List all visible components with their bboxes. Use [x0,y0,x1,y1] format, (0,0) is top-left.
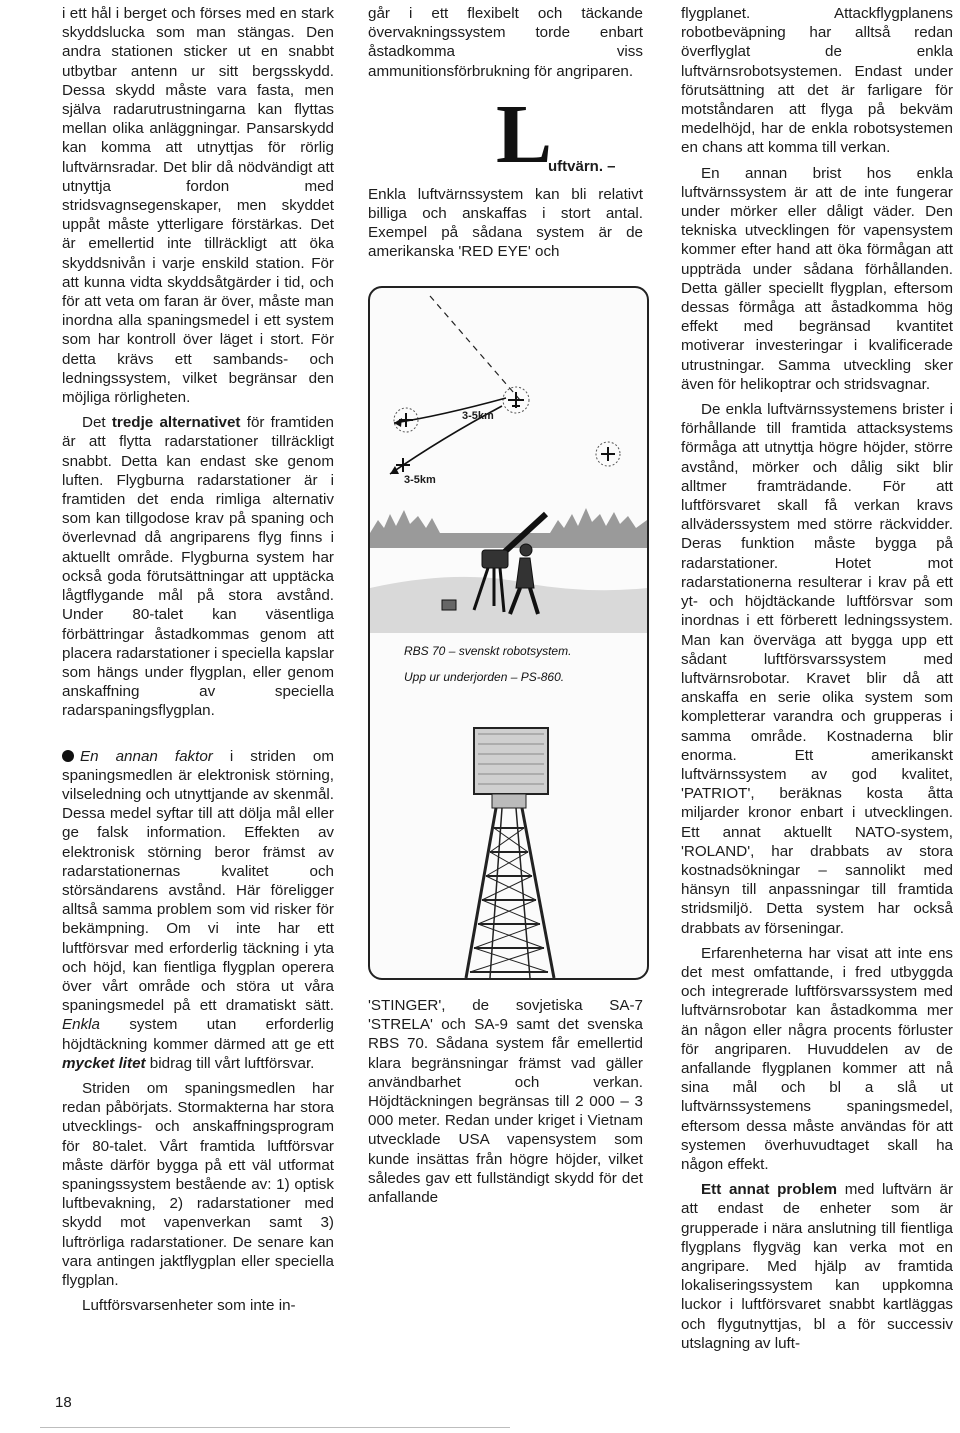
bold-italic-text: mycket litet [62,1054,146,1072]
text-run: i striden om spaningsmedlen är elektronisk störning, vilseledning och utnyttjande av skenmål. Dessa medel syftar till att dölja mål eller ge falsk information. Effekten av elektronisk störning beror främst av radarstationernas kvalitet och störsändarens avstånd. Här föreligger alltså samma problem som vid risker för bekämpning. Om vi inte har ett luftförsvar med erforderlig täckning i yta och höjd, kan fientliga flygplan operera över vårt område och störa ut våra spaningsmedel på ett dramatiskt sätt. [62,747,335,1015]
italic-text: En annan faktor [80,747,213,765]
text-run: med luftvärn är att endast de enheter som är grupperade i nära anslutning till fientliga flygplans flygväg kan verka mot en angripare. Med hjälp av framtida lokaliseringssystem kan uppkomna luckor i luftförsvaret snabbt kartläggas och flygutnyttjas, bl a för successiv utslagning av luft- [681,1181,953,1352]
range-label: 3-5km [462,410,494,422]
range-label: 3-5km [404,474,436,486]
figure-caption: RBS 70 – svenskt robotsystem. [404,644,572,658]
aircraft-icon [596,442,620,466]
paragraph: En annan brist hos enkla luftvärnssystem är att de inte fungerar under mörker eller dåligt väder. Den tekniska utvecklingen för vapensystem kommer efter hand att öka förmågan att uppträda under sådana förhållanden. Detta gäller speciellt flygplan, eftersom dessas förmåga att åstadkomma hög effekt med begränsad kvantitet motiverar investeringar i kvalificerade utrustningar. Samma utveckling sker även för helikoptrar och stridsvagnar. [681,164,953,393]
paragraph [62,413,334,720]
paragraph: Enkla luftvärnssystem kan bli relativt billiga och anskaffas i stort antal. Exempel på sådana system är de amerikanska 'RED EYE' och [368,185,643,261]
text-run: bidrag till vårt luftförsvar. [145,1054,315,1072]
illustration-drawing [370,288,647,978]
heading-rest: uftvärn. – [548,157,616,175]
column-2-top [368,4,643,268]
column-1 [62,4,334,1321]
section-heading [368,87,643,185]
paragraph: 'STINGER', de sovjetiska SA-7 'STRELA' och SA-9 samt det svenska RBS 70. Sådana system får emellertid klara begränsningar främst vad gäller användbarhet och verkan. Höjdtäckningen begränsas till 2 000 – 3 000 meter. Redan under kriget i Vietnam utvecklade USA vapensystem som kunde insättas från högre höjder, vilket således gav ett fullständigt skydd för det anfallande [368,997,643,1207]
radar-tower-drawing [466,728,554,978]
bullet-icon [62,750,74,762]
text-run: Det [82,414,112,432]
figure-caption: Upp ur underjorden – PS-860. [404,670,565,684]
paragraph: flygplanet. Attackflygplanens robotbeväpning har alltså redan överflyglat de enkla luftvärnsrobotsystemen. Endast under förutsättning att det är farligare för motståndaren att flyga på bekväm medelhöjd, har de enkla robotsystemen en chans att komma till verkan. [681,5,953,157]
paragraph: Striden om spaningsmedlen har redan påbörjats. Stormakterna har stora utvecklings- och anskaffningsprogram för 80-talet. Vårt framtida luftförsvar måste därför bygga på ett väl utformat spaningssystem bestående av: 1) optisk luftbevakning, 2) radarstationer med skydd mot vapenverkan samt 3) luftrörliga radarstationer. De senare kan vara antingen jaktflygplan eller speciella flygplan. [62,1079,334,1289]
text-run: system utan erforderlig höjdtäckning kommer därmed att ge ett [62,1016,334,1053]
page-number: 18 [55,1394,72,1411]
paragraph: Erfarenheterna har visat att inte ens det mest omfattande, i fred utbyggda och integrerade luftförsvarssystem med luftvärnsrobotar kan åstadkomma mer än någon eller några procents förluster för angriparen. Huvuddelen av de anfallande flygplanen kommer att nå sina mål och bl a slå ut luftvärnssystemens spaningsmedel, eftersom dessa måste användas för att systemen överhuvudtaget skall ha någon effekt. [681,944,953,1173]
paragraph: går i ett flexibelt och täckande övervakningssystem torde enbart åstadkomma viss ammunitionsförbrukning för angriparen. [368,5,643,80]
paragraph: i ett hål i berget och förses med en stark skyddslucka som man stängas. Den andra stationen sticker ut en snabbt utbytbar antenn ur sitt bergsskydd. Dessa skydd måste vara fasta, men själva radarutrustningarna kan flyttas mellan olika anläggningar. Pansarskydd kan komma att utnyttjas för rörlig luftvärnsradar. Det blir då nödvändigt att utnyttja fordon med stridsvagnsegenskaper, men skyddet uppåt måste ytterligare förstärkas. Det är emellertid inte tillräckligt att öka skyddsnivån i varje enskild station. För att kunna vidta skyddsåtgärder i tid, och för att veta om faran är över, måste man inordna alla spaningsmedel i ett system som har kontroll över läget i stort. För detta krävs ett sambands- och ledningssystem, vilket begränsar den möjliga rörligheten. [62,5,334,407]
paragraph [681,1180,953,1353]
footer-divider [40,1427,510,1428]
bullet-paragraph [62,747,334,1073]
forest-silhouette [370,508,647,548]
ground [370,577,647,633]
text-run: för framtiden är att flytta radarstationer tillräckligt snabbt. Detta kan endast ske genom luften. Flygburna radarstationer är i framtiden det enda rimliga alternativ som kan tillgodose krav på spaning och överlevnad då angriparens flyg finns i aktuellt område. Flygburna system har också goda förutsättningar att upptäcka lågtflygande mål på stora avstånd. Under 80-talet kan väsentliga förbättringar åstadkommas genom att placera radarstationer i speciella kapslar som hängs under flygplan, eller genom anskaffning av speciella radarspaningsflygplan. [62,414,334,720]
column-2-bottom [368,996,643,1213]
attack-path-line [430,296,520,400]
bold-text: Ett annat problem [701,1181,838,1199]
aircraft-icon [503,387,529,413]
italic-text: Enkla [62,1016,100,1034]
paragraph: De enkla luftvärnssystemens brister i förhållande till framtida attacksystems förmåga att utnyttja högre höjder, större avstånd, mörker och dålig sikt blir alltmer framträdande. För att luftförsvaret skall få verkan kravs allväderssystem med större räckvidder. Deras funktion måste bygga på radarstationer. Hotet mot radarstationerna resulterar i krav på ett yt- och höjdtäckande luftförsvar som inordnas i ett förberett ledningssystem. Man kan överväga att bygga upp ett sådant luftförsvarssystem med luftvärnsrobotar. Kravet blir då att anskaffa en serie olika system som kompletterar varandra och grupperas i samma område. Kostnaderna blir enorma. Ett amerikanskt luftvärnssystem av god kvalitet, 'PATRIOT', beräknas kosta åtta miljarder kronor enbart i utvecklingen. Ett annat aktuellt NATO-system, 'ROLAND', har drabbats av stora kostnadsökningar – sannolikt med hänsyn till anpassningar till framtida stridsmiljö. Detta system har också drabbats av förseningar. [681,401,953,937]
bold-text: tredje alternativet [111,414,241,432]
paragraph: Luftförsvarsenheter som inte in- [82,1297,296,1315]
figure-illustration [368,286,649,980]
drop-cap: L [496,87,553,181]
column-3 [681,4,953,1359]
